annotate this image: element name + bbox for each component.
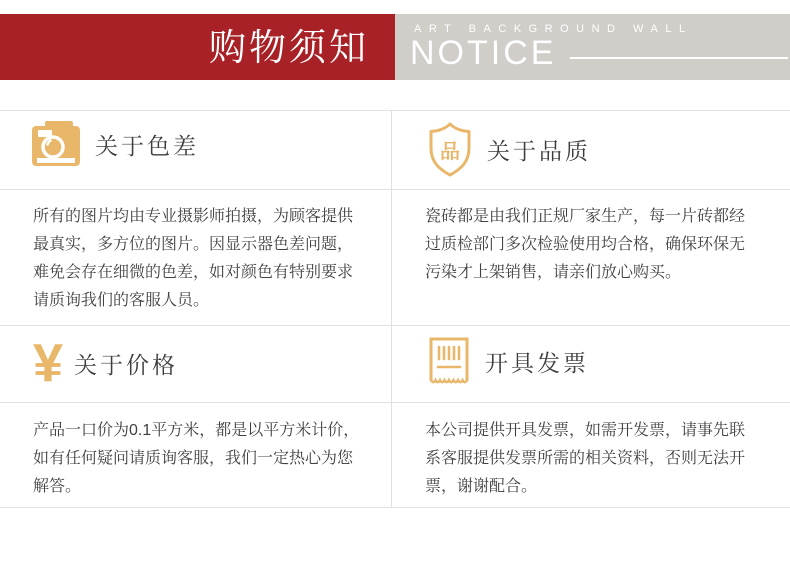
section-invoice-text: 本公司提供开具发票，如需开发票，请事先联系客服提供发票所需的相关资料，否则无法开票，谢谢配合。 [425,422,746,495]
quality-shield-icon [428,121,472,178]
section-heading: 开具发票 [485,349,589,376]
banner-red-block [0,14,395,80]
invoice-receipt-icon [428,336,470,386]
page-title: 购物须知 [209,26,369,68]
heading-row-1 [0,111,790,190]
section-heading: 关于品质 [487,138,591,164]
banner-gray-block [395,14,790,80]
section-invoice-header [392,326,789,386]
section-heading: 关于色差 [95,132,199,159]
banner-subtitle-en: ART BACKGROUND WALL [414,23,693,35]
section-quality-text: 瓷砖都是由我们正规厂家生产，每一片砖都经过质检部门多次检验使用均合格，确保环保无污染才上架销售，请亲们放心购买。 [425,208,746,281]
section-heading: 关于价格 [74,351,178,378]
heading-row-2 [0,326,790,403]
section-color-difference-header [0,111,391,167]
body-row-1 [0,190,790,326]
section-price-header [0,326,391,393]
camera-icon [32,121,80,167]
svg-text:品: 品 [440,141,460,163]
section-color-difference-text: 所有的图片均由专业摄影师拍摄，为顾客提供最真实，多方位的图片。因显示器色差问题，难免会存在细微的色差，如对颜色有特别要求请质询我们的客服人员。 [33,208,354,309]
banner-divider-line [570,57,788,59]
yen-icon: ¥ [32,333,64,393]
notice-table [0,110,790,508]
page-banner [0,14,790,80]
section-price-text: 产品一口价为0.1平方米，都是以平方米计价，如有任何疑问请质询客服，我们一定热心为您解答。 [33,422,360,495]
section-quality-header [392,111,789,178]
banner-title-en: NOTICE [410,34,557,72]
body-row-2 [0,403,790,508]
